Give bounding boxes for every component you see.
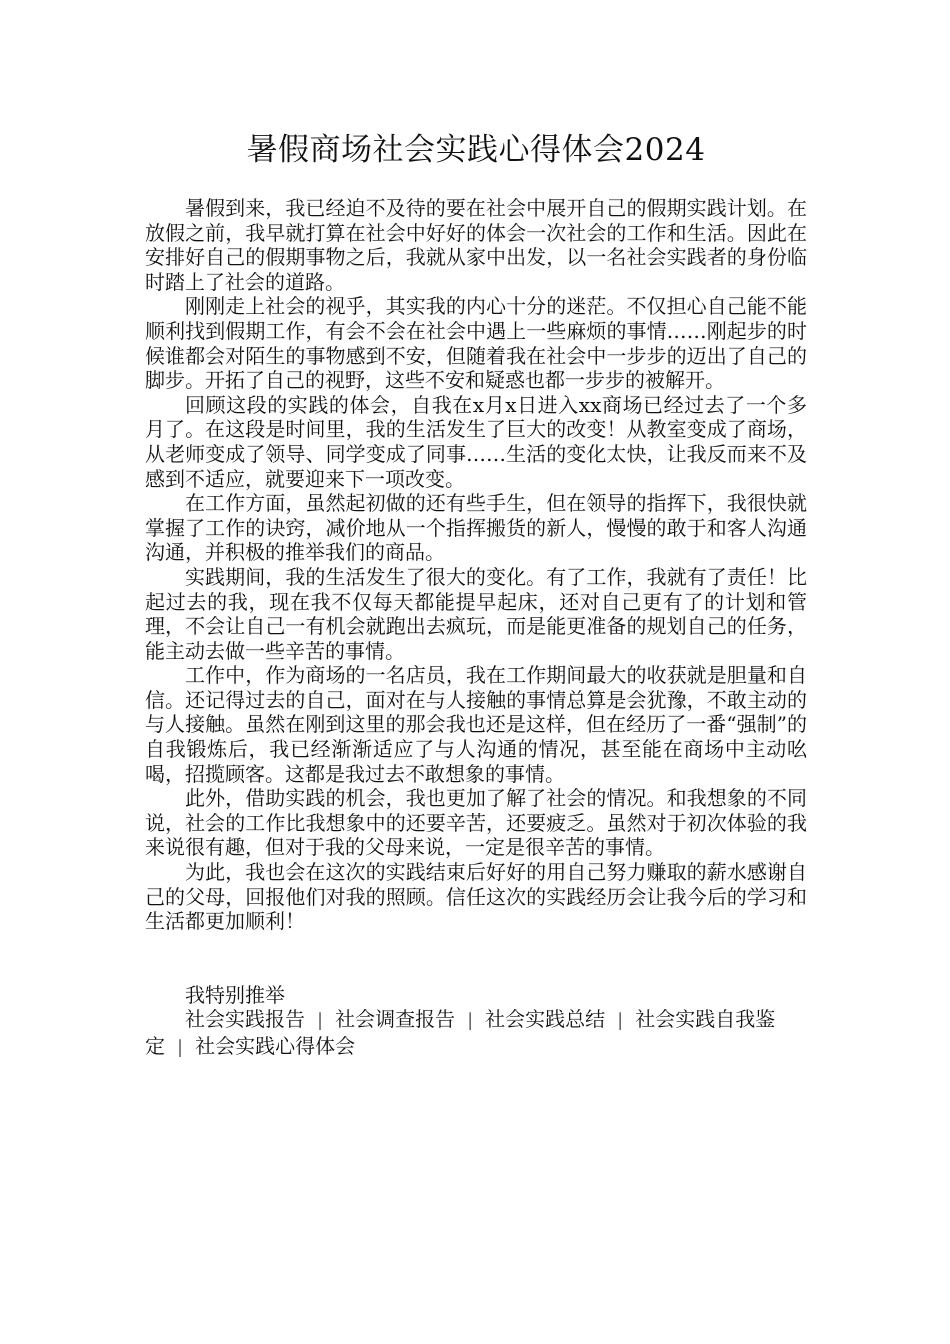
link-separator: | [317,1010,324,1032]
document-page [145,128,807,1061]
paragraph-7: 此外，借助实践的机会，我也更加了解了社会的情况。和我想象的不同说，社会的工作比我想象中的还要辛苦，还要疲乏。虽然对于初次体验的我来说很有趣，但对于我的父母来说，一定是很辛苦的事情。 [145,786,807,860]
link-social-survey-report[interactable]: 社会调查报告 [335,1007,456,1032]
link-separator: | [617,1010,624,1032]
document-body [145,196,807,934]
link-separator: | [467,1010,474,1032]
recommend-heading: 我特别推举 [185,982,285,1007]
paragraph-3: 回顾这段的实践的体会，自我在x月x日进入xx商场已经过去了一个多月了。在这段是时间里，我的生活发生了巨大的改变！从教室变成了商场，从老师变成了领导、同学变成了同事……生活的变化太快，让我反而来不及感到不适应，就要迎来下一项改变。 [145,392,807,491]
recommend-section [145,983,807,1061]
recommend-links [145,1007,807,1060]
paragraph-1: 暑假到来，我已经迫不及待的要在社会中展开自己的假期实践计划。在放假之前，我早就打算在社会中好好的体会一次社会的工作和生活。因此在安排好自己的假期事物之后，我就从家中出发，以一名社会实践者的身份临时踏上了社会的道路。 [145,196,807,294]
paragraph-5: 实践期间，我的生活发生了很大的变化。有了工作，我就有了责任！比起过去的我，现在我不仅每天都能提早起床，还对自己更有了的计划和管理，不会让自己一有机会就跑出去疯玩，而是能更准备的规划自己的任务，能主动去做一些辛苦的事情。 [145,564,807,663]
paragraph-2: 刚刚走上社会的视乎，其实我的内心十分的迷茫。不仅担心自己能不能顺利找到假期工作，有会不会在社会中遇上一些麻烦的事情……刚起步的时候谁都会对陌生的事物感到不安，但随着我在社会中一步步的迈出了自己的脚步。开拓了自己的视野，这些不安和疑惑也都一步步的被解开。 [145,294,807,393]
link-social-practice-self-appraisal[interactable]: 社会实践自我鉴定 [145,1007,776,1058]
paragraph-8: 为此，我也会在这次的实践结束后好好的用自己努力赚取的薪水感谢自己的父母，回报他们对我的照顾。信任这次的实践经历会让我今后的学习和生活都更加顺利！ [145,860,807,934]
link-social-practice-reflections[interactable]: 社会实践心得体会 [195,1034,356,1058]
paragraph-4: 在工作方面，虽然起初做的还有些手生，但在领导的指挥下，我很快就掌握了工作的诀窍，减价地从一个指挥搬货的新人，慢慢的敢于和客人沟通沟通，并积极的推举我们的商品。 [145,491,807,565]
document-title: 暑假商场社会实践心得体会2024 [246,132,706,168]
link-social-practice-summary[interactable]: 社会实践总结 [485,1007,606,1032]
link-social-practice-report[interactable]: 社会实践报告 [185,1007,305,1032]
paragraph-6: 工作中，作为商场的一名店员，我在工作期间最大的收获就是胆量和自信。还记得过去的自己，面对在与人接触的事情总算是会犹豫，不敢主动的与人接触。虽然在刚到这里的那会我也还是这样，但在经历了一番“强制”的自我锻炼后，我已经渐渐适应了与人沟通的情况，甚至能在商场中主动吆喝，招揽顾客。这都是我过去不敢想象的事情。 [145,663,807,786]
link-separator: | [177,1037,184,1058]
